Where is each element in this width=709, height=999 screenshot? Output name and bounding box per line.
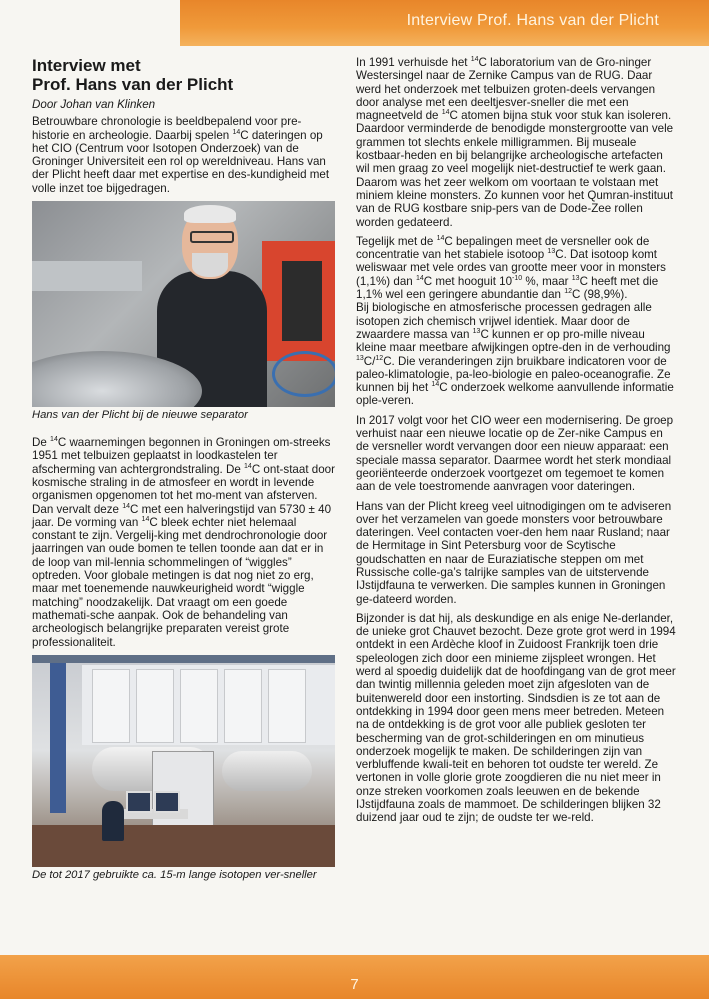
- superscript: 14: [50, 436, 58, 444]
- right-column: [356, 56, 676, 831]
- text: C met hooguit 10: [423, 274, 513, 288]
- header-title: Interview Prof. Hans van der Plicht: [406, 12, 659, 29]
- left-paragraph-1: [32, 115, 336, 195]
- text: C. Die veranderingen zijn bruikbare indicatoren voor de paleo-klimatologie, pa-leo-biologie en paleo-oceanografie. Ze kunnen bij het: [356, 354, 671, 395]
- text: C bepalingen meet de versneller ook de concentratie van het stabiele isotoop: [356, 234, 650, 262]
- photo-monitor: [126, 791, 152, 813]
- text: C ont-staat door kosmische straling in de atmosfeer en wordt in levende organismen opgenomen tot het mo-ment van afsterven. Dan vervalt deze: [32, 462, 335, 516]
- left-column: [32, 56, 336, 896]
- photo-blue-cable: [272, 351, 335, 397]
- superscript: 12: [564, 288, 572, 296]
- text: C. Dat isotoop komt weliswaar met vele ordes van grootte meer voor in monsters (1,1%) dan: [356, 248, 666, 288]
- text: Betrouwbare chronologie is beeldbepalend voor pre-historie en archeologie. Daarbij spelen: [32, 115, 302, 142]
- photo-floor: [32, 825, 335, 867]
- photo-separator: [32, 201, 335, 407]
- text: C kunnen er op pro-mille niveau kleine maar meetbare afwijkingen optre-den in de verhouding: [356, 327, 671, 355]
- text: Tegelijk met de: [356, 234, 437, 248]
- superscript: 14: [441, 109, 450, 117]
- text: De: [32, 436, 51, 450]
- photo-wall-panel: [92, 669, 130, 743]
- header-band: [0, 0, 709, 46]
- right-paragraph-6: Bijzonder is dat hij, als deskundige en als enige Ne-derlander, de unieke grot Chauvet bezocht. Deze grote grot werd in 1994 ontdekt in een Ardèche kloof in Zuidoost Frankrijk toen drie speleologen zich door een minieme zijspleet wrongen. Het werd al spoedig duidelijk dat de hoofdingang van de grot meer dan twintig millennia geleden moet zijn afgesloten van de buitenwereld door een instorting. Sindsdien is ze tot aan de ontdekking in 1994 door geen mens meer betreden. Meteen na de ontdekking is de grot voor alle publiek gesloten ter bescherming van de grot-schilderingen en om minutieus onderzoek mogelijk te maken. De schilderingen zijn van verbluffende kwali-teit en behoren tot oudste ter wereld. Ze vertonen in volle glorie grote zoogdieren die nu niet meer in onze streken voorkomen zoals leeuwen en de bekende IJstijdfauna zoals de mammoet. De schilderingen blijken 32 duizend jaar oud te zijn; de oudste ter we-reld.: [356, 611, 676, 825]
- superscript: 14: [470, 56, 479, 63]
- photo-beam-tube: [32, 261, 142, 291]
- superscript: 13: [547, 248, 556, 256]
- right-paragraph-5: Hans van der Plicht kreeg veel uitnodigingen om te adviseren over het verzamelen van goede monsters voor betrouwbare dateringen. Veel contacten voer-den hem naar Rusland; naar de Hermitage in Sint Petersburg voor de Scytische goudschatten en naar de Euraziatische steppen om met Russische colle-ga’s talrijke samples van de uitstervende IJstijdfauna te verwerken. Die samples kunnen in Groningen ge-dateerd worden.: [356, 499, 672, 606]
- left-paragraph-2: [32, 436, 336, 649]
- right-paragraph-1: [356, 56, 676, 229]
- photo-monitor: [154, 791, 180, 813]
- photo-person-glasses: [190, 231, 234, 243]
- header-white-bar: [0, 0, 180, 46]
- footer-band: [0, 955, 709, 999]
- superscript: 13: [571, 274, 580, 282]
- photo-wall-panel: [224, 669, 262, 743]
- byline: Door Johan van Klinken: [32, 98, 156, 111]
- text: C onderzoek welkome aanvullende informatie ople-veren.: [356, 381, 674, 408]
- superscript: 13: [472, 327, 481, 335]
- text: C met een halveringstijd van 5730 ± 40 jaar. De vorming van: [32, 502, 332, 529]
- superscript: -10: [512, 274, 523, 282]
- article-title: [32, 56, 336, 94]
- text: C (98,9%).: [572, 288, 628, 302]
- text: C dateringen op het CIO (Centrum voor Isotopen Onderzoek) van de Groninger Universiteit een rol op wereldniveau. Hans van der Plicht heeft daar met expertise en des-kundigheid met volle inzet toe bijgedragen.: [32, 128, 330, 195]
- superscript: 14: [141, 515, 150, 523]
- superscript: 14: [122, 502, 131, 510]
- photo-wall-panel: [136, 669, 174, 743]
- text: C/: [363, 354, 376, 368]
- right-paragraph-4: In 2017 volgt voor het CIO weer een modernisering. De groep verhuist naar een nieuwe locatie op de Zer-nike Campus en de versneller wordt vervangen door een nieuw apparaat: een speciale massa separator. Daarmee wordt het sterk mondiaal georiënteerde onderzoek voortgezet om tegemoet te komen aan de vele toestromende aanvragen voor dateringen.: [356, 413, 674, 494]
- photo-wall-panel: [180, 669, 218, 743]
- text: C atomen bijna stuk voor stuk kan isoleren. Daardoor verminderde de benodigde monstergrootte van vele grammen tot slechts enkele milligrammen. Bij museale kostbaar-heden en bij belangrijke archeologische artefacten wil men graag zo veel mogelijk niet-destructief te werk gaan. Daarom was het zeer welkom om voortaan te volstaan met miniem kleine monsters. Zo kunnen voor het Qumran-instituut van de RUG kostbare snip-pers van de Dode-Zee rollen worden gedateerd.: [356, 109, 674, 229]
- photo-person-hair: [184, 205, 236, 223]
- article-title-line2: Prof. Hans van der Plicht: [32, 75, 234, 94]
- superscript: 14: [232, 128, 241, 136]
- text: C heeft met die 1,1% wel een geringere abundantie dan: [356, 274, 659, 302]
- text: C bleek echter niet helemaal constant te zijn. Vergelij-king met dendrochronologie door jaarringen van oude bomen te tellen toonde aan dat er in de loop van mil-lennia schommelingen of “wiggles” optreden. Voor globale metingen is dat nog niet zo erg, maar met toenemende nauwkeurigheid wordt “wiggle matching” noodzakelijk. Dat vraagt om een goede mathemati-sche aanpak. Ook de behandeling van archeologisch belangrijke preparaten vereist grote professionaliteit.: [32, 515, 328, 649]
- text: Bij biologische en atmosferische processen gedragen alle isotopen zich chemisch vrijwel identiek. Maar door de zwaardere massa van: [356, 301, 652, 341]
- superscript: 14: [244, 462, 252, 470]
- photo-accelerator-tank: [222, 751, 312, 791]
- photo-blue-pillar: [50, 663, 66, 813]
- right-paragraph-3: [356, 301, 676, 407]
- article-title-line1: Interview met: [32, 56, 141, 75]
- text: %, maar: [522, 274, 572, 288]
- text: C laboratorium van de Gro-ninger Westersingel naar de Zernike Campus van de RUG. Daar werd het onderzoek met telbuizen groten-deels vervangen door analyse met een deeltjesver-sneller die met een magneetveld de: [356, 56, 656, 123]
- photo1-caption: Hans van der Plicht bij de nieuwe separator: [32, 409, 248, 422]
- superscript: 14: [431, 381, 440, 389]
- superscript: 14: [436, 234, 445, 242]
- photo-dark-panel: [282, 261, 322, 341]
- photo-person-beard: [192, 253, 228, 277]
- photo-operator: [102, 801, 124, 841]
- photo-ceiling-beam: [32, 655, 335, 663]
- right-paragraph-2: [356, 235, 676, 301]
- text: C waarnemingen begonnen in Groningen om-streeks 1951 met telbuizen geplaatst in loodkastelen ter afscherming van achtergrondstraling. De: [32, 436, 331, 476]
- superscript: 12: [375, 354, 384, 362]
- text: In 1991 verhuisde het: [356, 56, 471, 69]
- page-number: 7: [350, 976, 359, 993]
- superscript: 13: [356, 354, 364, 362]
- photo2-caption: De tot 2017 gebruikte ca. 15-m lange isotopen ver-sneller: [32, 868, 317, 881]
- photo-wall-panel: [268, 669, 306, 743]
- photo-accelerator: [32, 655, 335, 867]
- superscript: 14: [415, 274, 424, 282]
